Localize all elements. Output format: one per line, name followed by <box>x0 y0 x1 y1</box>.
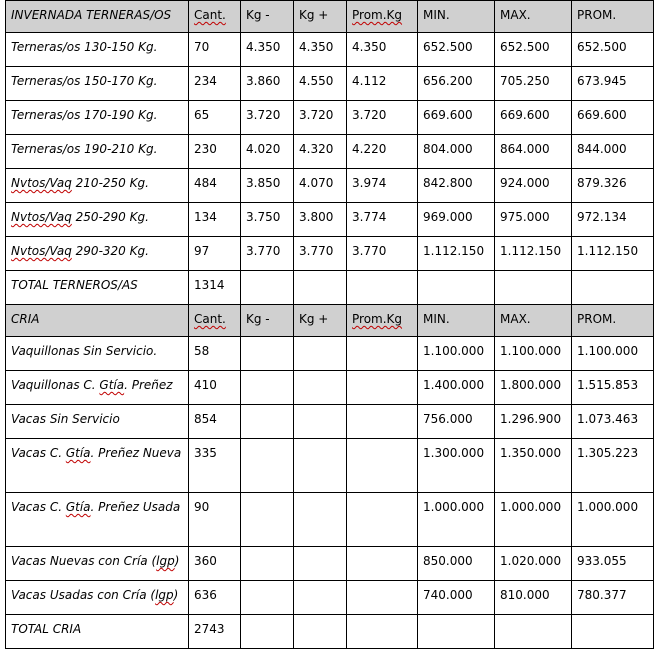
min-cell: 969.000 <box>418 203 495 237</box>
prom-cell: 1.305.223 <box>572 439 654 493</box>
invernada-total-row <box>6 271 654 305</box>
empty-cell <box>241 581 294 615</box>
empty-cell <box>241 337 294 371</box>
kgmin-cell: 3.860 <box>241 67 294 101</box>
max-cell: 1.296.900 <box>495 405 572 439</box>
row-label-post: . Preñez Nueva <box>90 446 182 460</box>
price-table <box>5 0 654 649</box>
max-cell: 810.000 <box>495 581 572 615</box>
empty-cell <box>294 615 347 649</box>
cant-cell: 335 <box>189 439 241 493</box>
kgmin-cell: 3.720 <box>241 101 294 135</box>
empty-cell <box>347 405 418 439</box>
table-row <box>6 33 654 67</box>
min-cell: 669.600 <box>418 101 495 135</box>
header-text: Cant. <box>194 312 226 326</box>
invernada-header-cell: MAX. <box>495 1 572 33</box>
row-label <box>6 405 189 439</box>
header-text: Cant. <box>194 8 226 22</box>
cria-header-cell: PROM. <box>572 305 654 337</box>
row-label-post: . Preñez <box>124 378 173 392</box>
prom-cell: 972.134 <box>572 203 654 237</box>
cant-cell: 65 <box>189 101 241 135</box>
max-cell: 1.020.000 <box>495 547 572 581</box>
row-label-sq: Gtía <box>99 378 125 392</box>
table-row <box>6 581 654 615</box>
empty-cell <box>347 271 418 305</box>
prom-cell: 669.600 <box>572 101 654 135</box>
max-cell: 1.800.000 <box>495 371 572 405</box>
row-label-pre: Vacas Nuevas con Cría ( <box>11 554 157 568</box>
row-label <box>6 337 189 371</box>
header-text: Prom.Kg <box>352 312 403 326</box>
table-row <box>6 67 654 101</box>
cria-header-cell: CRIA <box>6 305 189 337</box>
row-label <box>6 439 189 493</box>
empty-cell <box>347 439 418 493</box>
cria-header-cell <box>189 305 241 337</box>
kgmin-cell: 4.350 <box>241 33 294 67</box>
invernada-header-cell: Kg + <box>294 1 347 33</box>
row-label <box>6 547 189 581</box>
row-label <box>6 33 189 67</box>
table-row <box>6 101 654 135</box>
empty-cell <box>347 493 418 547</box>
row-label-post: Terneras/os 130-150 Kg. <box>11 40 158 54</box>
row-label-sq: lgp <box>156 554 175 568</box>
max-cell: 1.350.000 <box>495 439 572 493</box>
row-label <box>6 203 189 237</box>
invernada-header-row <box>6 1 654 33</box>
cria-header-cell: MAX. <box>495 305 572 337</box>
kgmax-cell: 4.320 <box>294 135 347 169</box>
empty-cell <box>495 615 572 649</box>
cant-cell: 234 <box>189 67 241 101</box>
row-label-post: 210-250 Kg. <box>71 176 149 190</box>
empty-cell <box>347 581 418 615</box>
prom-cell: 879.326 <box>572 169 654 203</box>
prom-cell: 652.500 <box>572 33 654 67</box>
cria-header-cell: MIN. <box>418 305 495 337</box>
empty-cell <box>572 271 654 305</box>
table-row <box>6 371 654 405</box>
row-label-sq: Gtía <box>65 500 91 514</box>
cant-cell: 90 <box>189 493 241 547</box>
row-label-post: Terneras/os 170-190 Kg. <box>11 108 158 122</box>
cant-cell: 484 <box>189 169 241 203</box>
price-table-body <box>6 1 654 649</box>
cant-cell: 636 <box>189 581 241 615</box>
cria-header-cell: Kg - <box>241 305 294 337</box>
kgmax-cell: 3.770 <box>294 237 347 271</box>
table-row <box>6 135 654 169</box>
row-label-sq: lgp <box>155 588 174 602</box>
min-cell: 1.100.000 <box>418 337 495 371</box>
max-cell: 924.000 <box>495 169 572 203</box>
row-label <box>6 237 189 271</box>
kgmax-cell: 4.350 <box>294 33 347 67</box>
max-cell: 705.250 <box>495 67 572 101</box>
empty-cell <box>241 439 294 493</box>
prom_kg-cell: 3.974 <box>347 169 418 203</box>
total-value: 1314 <box>189 271 241 305</box>
prom-cell: 780.377 <box>572 581 654 615</box>
cant-cell: 360 <box>189 547 241 581</box>
row-label <box>6 135 189 169</box>
min-cell: 1.400.000 <box>418 371 495 405</box>
row-label <box>6 581 189 615</box>
total-label: TOTAL TERNEROS/AS <box>6 271 189 305</box>
row-label-pre: Vacas C. <box>11 500 66 514</box>
row-label <box>6 169 189 203</box>
prom-cell: 844.000 <box>572 135 654 169</box>
min-cell: 1.300.000 <box>418 439 495 493</box>
table-row <box>6 169 654 203</box>
row-label-pre: Vacas C. <box>11 446 66 460</box>
prom-cell: 1.112.150 <box>572 237 654 271</box>
empty-cell <box>241 615 294 649</box>
row-label-sq: Nvtos/Vaq <box>11 176 72 190</box>
max-cell: 864.000 <box>495 135 572 169</box>
empty-cell <box>572 615 654 649</box>
empty-cell <box>495 271 572 305</box>
row-label-pre: Vacas Sin Servicio <box>11 412 120 426</box>
cria-total-row <box>6 615 654 649</box>
row-label-pre: Vaquillonas C. <box>11 378 100 392</box>
row-label-post: Terneras/os 190-210 Kg. <box>11 142 158 156</box>
prom-cell: 1.100.000 <box>572 337 654 371</box>
max-cell: 652.500 <box>495 33 572 67</box>
empty-cell <box>347 547 418 581</box>
prom-cell: 673.945 <box>572 67 654 101</box>
empty-cell <box>294 271 347 305</box>
cant-cell: 230 <box>189 135 241 169</box>
empty-cell <box>294 547 347 581</box>
kgmin-cell: 3.770 <box>241 237 294 271</box>
max-cell: 1.112.150 <box>495 237 572 271</box>
kgmax-cell: 3.720 <box>294 101 347 135</box>
empty-cell <box>418 615 495 649</box>
cant-cell: 58 <box>189 337 241 371</box>
empty-cell <box>347 337 418 371</box>
total-label: TOTAL CRIA <box>6 615 189 649</box>
table-row <box>6 405 654 439</box>
invernada-header-cell: INVERNADA TERNERAS/OS <box>6 1 189 33</box>
total-value: 2743 <box>189 615 241 649</box>
kgmax-cell: 4.550 <box>294 67 347 101</box>
empty-cell <box>294 405 347 439</box>
kgmin-cell: 3.750 <box>241 203 294 237</box>
min-cell: 842.800 <box>418 169 495 203</box>
prom-cell: 1.073.463 <box>572 405 654 439</box>
prom_kg-cell: 4.220 <box>347 135 418 169</box>
empty-cell <box>241 493 294 547</box>
row-label-sq: Nvtos/Vaq <box>11 244 72 258</box>
cant-cell: 70 <box>189 33 241 67</box>
min-cell: 1.112.150 <box>418 237 495 271</box>
empty-cell <box>418 271 495 305</box>
table-row <box>6 337 654 371</box>
invernada-header-cell: Kg - <box>241 1 294 33</box>
table-row <box>6 237 654 271</box>
table-row <box>6 203 654 237</box>
row-label <box>6 493 189 547</box>
row-label-pre: Vacas Usadas con Cría ( <box>11 588 156 602</box>
row-label-post: ) <box>174 554 180 568</box>
row-label-post: . Preñez Usada <box>90 500 181 514</box>
cant-cell: 134 <box>189 203 241 237</box>
table-row <box>6 439 654 493</box>
cria-header-row <box>6 305 654 337</box>
max-cell: 1.000.000 <box>495 493 572 547</box>
min-cell: 850.000 <box>418 547 495 581</box>
min-cell: 656.200 <box>418 67 495 101</box>
row-label-post: 290-320 Kg. <box>71 244 149 258</box>
prom_kg-cell: 3.720 <box>347 101 418 135</box>
row-label-pre: Vaquillonas Sin Servicio. <box>11 344 158 358</box>
row-label <box>6 371 189 405</box>
cant-cell: 854 <box>189 405 241 439</box>
min-cell: 804.000 <box>418 135 495 169</box>
empty-cell <box>347 371 418 405</box>
row-label-post: 250-290 Kg. <box>71 210 149 224</box>
min-cell: 756.000 <box>418 405 495 439</box>
row-label <box>6 101 189 135</box>
min-cell: 1.000.000 <box>418 493 495 547</box>
prom-cell: 1.515.853 <box>572 371 654 405</box>
empty-cell <box>347 615 418 649</box>
cant-cell: 410 <box>189 371 241 405</box>
min-cell: 740.000 <box>418 581 495 615</box>
header-text: Prom.Kg <box>352 8 403 22</box>
invernada-header-cell <box>347 1 418 33</box>
prom-cell: 1.000.000 <box>572 493 654 547</box>
empty-cell <box>241 271 294 305</box>
empty-cell <box>241 547 294 581</box>
cria-header-cell: Kg + <box>294 305 347 337</box>
row-label-sq: Gtía <box>65 446 91 460</box>
kgmin-cell: 4.020 <box>241 135 294 169</box>
row-label-sq: Nvtos/Vaq <box>11 210 72 224</box>
kgmin-cell: 3.850 <box>241 169 294 203</box>
empty-cell <box>241 371 294 405</box>
row-label-post: ) <box>173 588 179 602</box>
cria-header-cell <box>347 305 418 337</box>
kgmax-cell: 3.800 <box>294 203 347 237</box>
empty-cell <box>294 493 347 547</box>
invernada-header-cell <box>189 1 241 33</box>
row-label <box>6 67 189 101</box>
table-row <box>6 493 654 547</box>
invernada-header-cell: PROM. <box>572 1 654 33</box>
max-cell: 975.000 <box>495 203 572 237</box>
prom-cell: 933.055 <box>572 547 654 581</box>
prom_kg-cell: 3.774 <box>347 203 418 237</box>
empty-cell <box>294 581 347 615</box>
cant-cell: 97 <box>189 237 241 271</box>
min-cell: 652.500 <box>418 33 495 67</box>
empty-cell <box>241 405 294 439</box>
prom_kg-cell: 4.350 <box>347 33 418 67</box>
kgmax-cell: 4.070 <box>294 169 347 203</box>
prom_kg-cell: 3.770 <box>347 237 418 271</box>
table-row <box>6 547 654 581</box>
max-cell: 669.600 <box>495 101 572 135</box>
max-cell: 1.100.000 <box>495 337 572 371</box>
invernada-header-cell: MIN. <box>418 1 495 33</box>
empty-cell <box>294 371 347 405</box>
empty-cell <box>294 337 347 371</box>
empty-cell <box>294 439 347 493</box>
row-label-post: Terneras/os 150-170 Kg. <box>11 74 158 88</box>
prom_kg-cell: 4.112 <box>347 67 418 101</box>
